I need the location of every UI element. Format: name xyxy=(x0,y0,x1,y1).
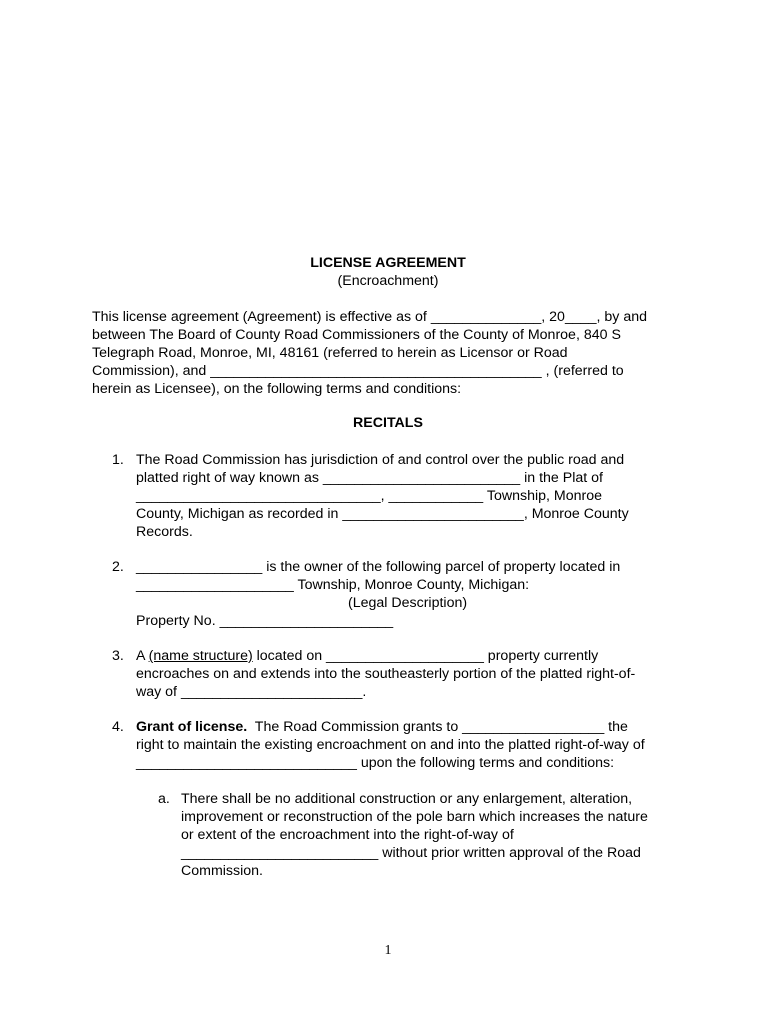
name-structure-placeholder: (name structure) xyxy=(148,648,253,664)
item-line: way of _______________________. xyxy=(136,684,367,700)
intro-line: Telegraph Road, Monroe, MI, 48161 (referred to herein as Licensor or Road xyxy=(92,345,568,361)
grant-of-license-heading: Grant of license. xyxy=(136,719,248,735)
item-line: improvement or reconstruction of the pole barn which increases the nature xyxy=(181,809,648,825)
item-number: 3. xyxy=(112,648,124,664)
item-line xyxy=(136,718,696,736)
document-subtitle: (Encroachment) xyxy=(337,273,439,289)
intro-line: This license agreement (Agreement) is effective as of ______________, 20____, by and xyxy=(92,309,647,325)
item-body xyxy=(136,558,696,630)
item-line: ____________________ Township, Monroe County, Michigan: xyxy=(136,577,530,593)
item-line: or extent of the encroachment into the right-of-way of xyxy=(181,827,514,843)
item-line xyxy=(136,647,696,665)
item-line: _______________________________, ____________ Township, Monroe xyxy=(136,488,602,504)
item-line: ____________________________ upon the following terms and conditions: xyxy=(136,755,615,771)
item-line: The Road Commission has jurisdiction of and control over the public road and xyxy=(136,452,625,468)
item-line: encroaches on and extends into the southeasterly portion of the platted right-of- xyxy=(136,666,636,682)
intro-paragraph xyxy=(92,308,692,398)
intro-line: Commission), and __________________________________________ , (referred to xyxy=(92,363,624,379)
item-line: _________________________ without prior written approval of the Road xyxy=(181,845,641,861)
item-body xyxy=(181,790,701,880)
item-body xyxy=(136,647,696,701)
item-line: Records. xyxy=(136,524,193,540)
item-body xyxy=(136,451,696,541)
legal-description-label: (Legal Description) xyxy=(348,595,468,611)
item-line: right to maintain the existing encroachment on and into the platted right-of-way of xyxy=(136,737,645,753)
intro-line: herein as Licensee), on the following terms and conditions: xyxy=(92,381,462,397)
item-letter: a. xyxy=(158,791,170,807)
item-line: platted right of way known as _________________________ in the Plat of xyxy=(136,470,603,486)
property-number-line: Property No. ______________________ xyxy=(136,613,394,629)
item-line: Commission. xyxy=(181,863,263,879)
document-title: LICENSE AGREEMENT xyxy=(310,255,466,271)
recitals-heading: RECITALS xyxy=(353,415,423,431)
page-number: 1 xyxy=(384,943,392,958)
item-text: located on ____________________ property currently xyxy=(252,648,599,664)
item-text: The Road Commission grants to __________________ the xyxy=(247,719,628,735)
item-line: There shall be no additional construction or any enlargement, alteration, xyxy=(181,791,633,807)
item-text: A xyxy=(136,648,149,664)
item-body xyxy=(136,718,696,772)
item-number: 1. xyxy=(112,452,124,468)
item-line: ________________ is the owner of the following parcel of property located in xyxy=(136,559,621,575)
item-number: 2. xyxy=(112,559,124,575)
item-number: 4. xyxy=(112,719,124,735)
item-line: County, Michigan as recorded in _______________________, Monroe County xyxy=(136,506,629,522)
intro-line: between The Board of County Road Commissioners of the County of Monroe, 840 S xyxy=(92,327,621,343)
